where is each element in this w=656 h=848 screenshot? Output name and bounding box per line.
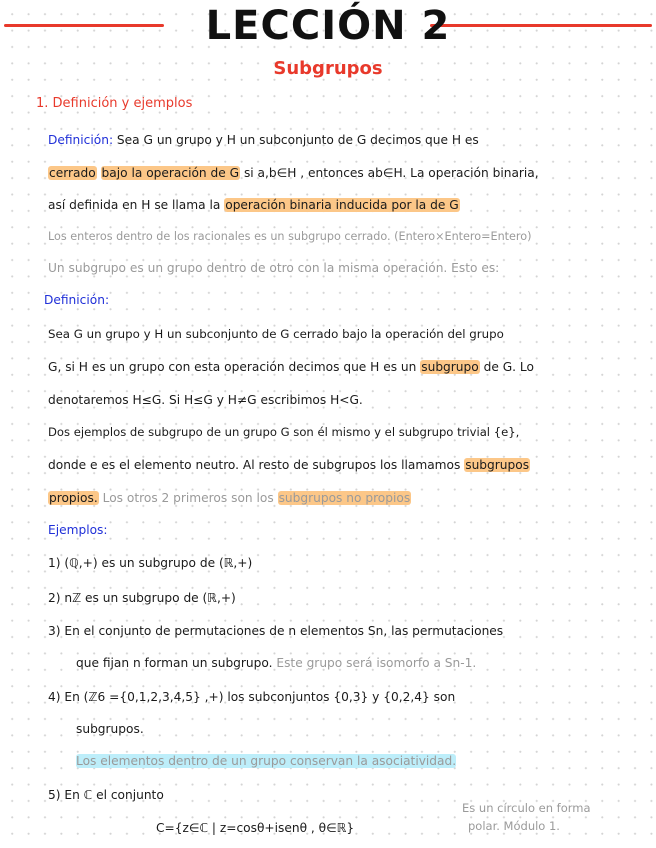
definition-label: Definición: bbox=[44, 293, 110, 307]
definition-1-line-3 bbox=[48, 195, 460, 215]
text: donde e es el elemento neutro. Al resto de subgrupos los llamamos bbox=[48, 458, 461, 472]
highlight: propios. bbox=[49, 491, 98, 505]
text: si a,b∈H , entonces ab∈H. La operación binaria, bbox=[243, 166, 539, 180]
definition-2-line-1: Sea G un grupo y H un subconjunto de G cerrado bajo la operación del grupo bbox=[48, 327, 504, 341]
definition-1-line-1 bbox=[48, 130, 479, 150]
example-5: 5) En ℂ el conjunto bbox=[48, 788, 164, 802]
note: Los enteros dentro de los racionales es un subgrupo cerrado. (Entero×Entero=Entero) bbox=[48, 230, 532, 243]
highlight: cerrado bbox=[49, 166, 96, 180]
example-4-cont: subgrupos. bbox=[76, 722, 144, 736]
example-4: 4) En (ℤ6 ={0,1,2,3,4,5} ,+) los subconjuntos {0,3} y {0,2,4} son bbox=[48, 690, 456, 704]
definition-1-line-2 bbox=[48, 163, 539, 183]
note: Los otros 2 primeros son los bbox=[102, 491, 274, 505]
example-3: 3) En el conjunto de permutaciones de n elementos Sn, las permutaciones bbox=[48, 624, 504, 638]
text: G, si H es un grupo con esta operación decimos que H es un bbox=[48, 360, 417, 374]
definition-2-line-6 bbox=[48, 488, 411, 508]
example-2: 2) nℤ es un subgrupo de (ℝ,+) bbox=[48, 591, 236, 605]
text: de G. Lo bbox=[483, 360, 534, 374]
example-3-cont bbox=[76, 653, 476, 673]
definition-2-line-2 bbox=[48, 357, 534, 377]
definition-2-line-3: denotaremos H≤G. Si H≤G y H≠G escribimos H<G. bbox=[48, 393, 363, 407]
example-1: 1) (ℚ,+) es un subgrupo de (ℝ,+) bbox=[48, 556, 253, 570]
highlight: subgrupos no propios bbox=[278, 491, 411, 505]
text: Sea G un grupo y H un subconjunto de G decimos que H es bbox=[116, 133, 479, 147]
definition-2-line-4: Dos ejemplos de subgrupo de un grupo G son él mismo y el subgrupo trivial {e}, bbox=[48, 425, 520, 439]
highlight: subgrupos bbox=[465, 458, 530, 472]
note: Es un círculo en forma bbox=[462, 801, 591, 815]
definition-label: Definición: bbox=[48, 133, 114, 147]
page-title: LECCIÓN 2 bbox=[205, 3, 451, 49]
note: polar. Módulo 1. bbox=[468, 819, 560, 833]
examples-label: Ejemplos: bbox=[48, 523, 108, 537]
text: que fijan n forman un subgrupo. bbox=[76, 656, 273, 670]
highlight: Los elementos dentro de un grupo conservan la asociatividad. bbox=[76, 754, 457, 768]
text: así definida en H se llama la bbox=[48, 198, 221, 212]
highlight: subgrupo bbox=[421, 360, 479, 374]
example-5-set: C={z∈ℂ | z=cosθ+isenθ , θ∈ℝ} bbox=[156, 821, 355, 835]
page-subtitle: Subgrupos bbox=[273, 58, 383, 79]
highlight: operación binaria inducida por la de G bbox=[225, 198, 459, 212]
definition-2-line-5 bbox=[48, 455, 530, 475]
highlight: bajo la operación de G bbox=[101, 166, 240, 180]
note: Un subgrupo es un grupo dentro de otro con la misma operación. Esto es: bbox=[48, 261, 500, 275]
section-heading: 1. Definición y ejemplos bbox=[36, 96, 193, 111]
note bbox=[76, 751, 456, 771]
note: Este grupo será isomorfo a Sn-1. bbox=[276, 656, 477, 670]
